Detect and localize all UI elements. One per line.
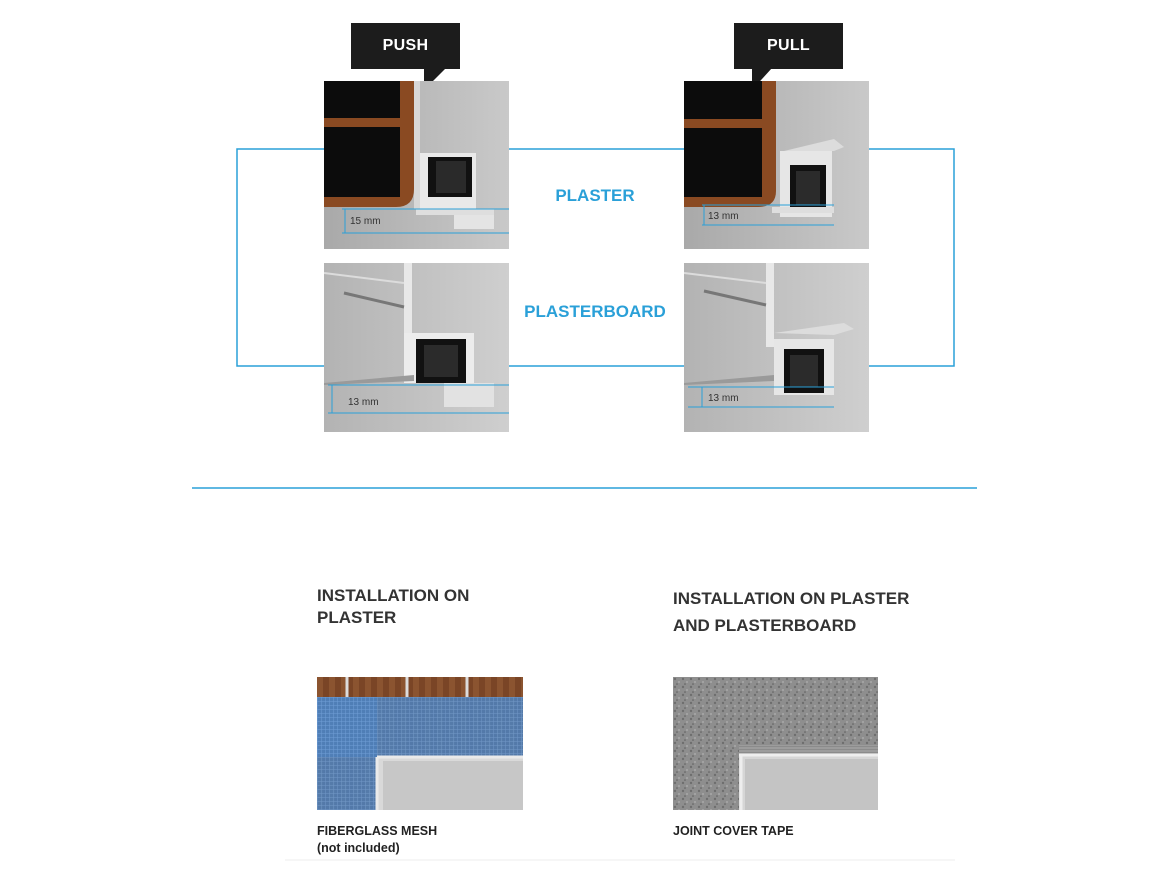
installation-plaster-plasterboard-heading-line1: INSTALLATION ON PLASTER [673, 589, 910, 608]
push-callout [351, 23, 460, 69]
plasterboard-row-label: PLASTERBOARD [524, 302, 666, 321]
joint-cover-tape-caption: JOINT COVER TAPE [673, 824, 794, 838]
pull-callout [734, 23, 843, 69]
pull-label: PULL [767, 37, 810, 54]
installation-plaster-heading-line2: PLASTER [317, 608, 397, 627]
push-plaster-panel [324, 81, 509, 249]
pull-plaster-panel [684, 81, 869, 249]
fiberglass-mesh-caption-line1: FIBERGLASS MESH [317, 824, 438, 838]
installation-plaster-plasterboard-heading [673, 585, 973, 639]
pull-plasterboard-section-drawing [684, 263, 869, 432]
installation-plaster-heading-line1: INSTALLATION ON [317, 586, 470, 605]
pull-plasterboard-dimension: 13 mm [708, 393, 739, 404]
push-plasterboard-section-drawing [324, 263, 509, 432]
installation-plaster-heading [317, 585, 577, 629]
fiberglass-mesh-image [317, 677, 523, 810]
push-plasterboard-panel [324, 263, 509, 432]
pull-plaster-section-drawing [684, 81, 869, 249]
installation-plaster-plasterboard-heading-line2: AND PLASTERBOARD [673, 616, 857, 635]
pull-plasterboard-panel [684, 263, 869, 432]
push-label: PUSH [382, 37, 429, 54]
push-plaster-dimension: 15 mm [350, 216, 381, 227]
plaster-row-label: PLASTER [555, 186, 635, 205]
fiberglass-mesh-caption [317, 823, 557, 857]
pull-plaster-dimension: 13 mm [708, 211, 739, 222]
push-plaster-section-drawing [324, 81, 509, 249]
push-plasterboard-dimension: 13 mm [348, 397, 379, 408]
fiberglass-mesh-caption-line2: (not included) [317, 841, 400, 855]
joint-cover-tape-image [673, 677, 878, 810]
